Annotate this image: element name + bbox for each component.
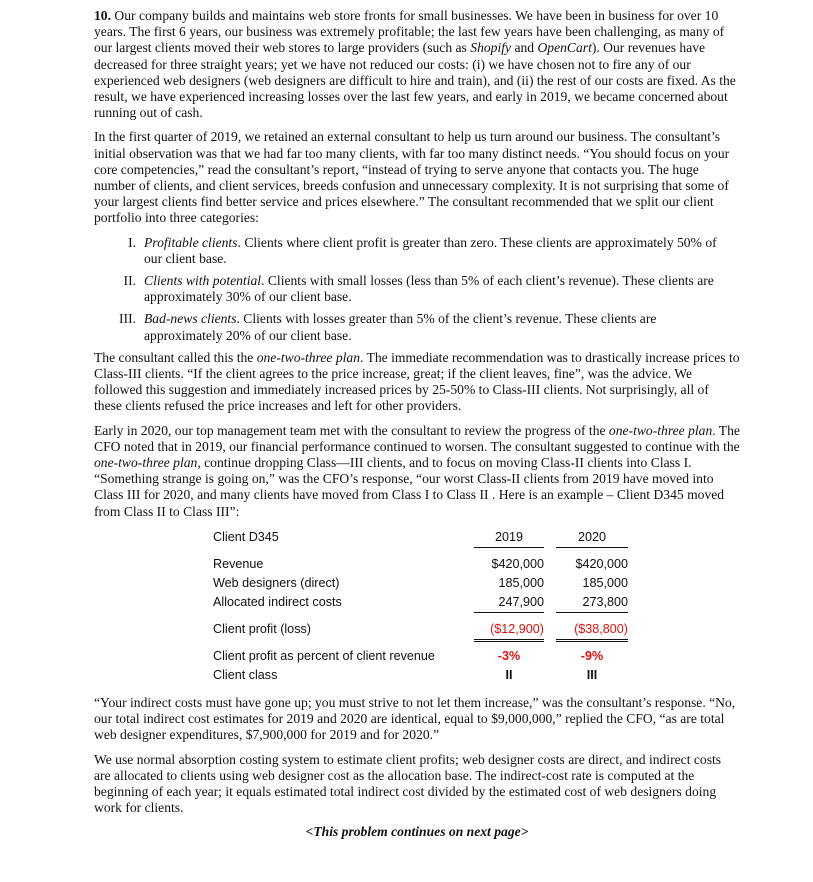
review-text: Early in 2020, our top management team met with the consultant to review the progress of the (94, 422, 609, 438)
paragraph-intro (94, 8, 740, 121)
pct-2020: -9% (580, 648, 604, 663)
table-row (94, 555, 740, 574)
list-item (94, 311, 740, 343)
client-id: Client D345 (213, 529, 279, 544)
profit-2020: ($38,800) (556, 620, 628, 642)
revenue-label: Revenue (213, 556, 264, 571)
indirect-2019: 247,900 (474, 593, 544, 613)
paragraph-plan (94, 350, 740, 415)
intro-text-rest: ). Our revenues have decreased for three straight years; yet we have not reduced our costs: (i) we have chosen not to fire any of our experienced web designers (web designers are difficult to hire and train), and (ii) the rest of our costs are fixed. As the result, we have experienced increasing losses over the last few years, and early in 2019, we became concerned about running out of cash. (94, 40, 736, 121)
plan-text: The consultant called this the (94, 349, 257, 365)
designers-label: Web designers (direct) (213, 575, 340, 590)
class-2020: III (586, 667, 598, 682)
pct-label: Client profit as percent of client revenue (213, 648, 435, 663)
list-item (94, 235, 740, 267)
plan-term: one-two-three plan (608, 422, 713, 438)
shopify-term: Shopify (470, 40, 512, 56)
list-title: Bad-news clients (144, 311, 237, 327)
client-table (94, 528, 740, 685)
paragraph-consultant: In the first quarter of 2019, we retained an external consultant to help us turn around our business. The consultant’s initial observation was that we had far too many clients, with far too many distinct needs. “You should focus on your core competencies,” read the consultant’s report, “instead of trying to serve anyone that contacts you. The huge number of clients, and client services, breeds confusion and unnecessary complexity. It is not surprising that some of your largest clients find better service and prices elsewhere.” The consultant recommended that we split our client portfolio into three categories: (94, 129, 730, 226)
question-number: 10. (94, 8, 111, 23)
table-row (94, 620, 740, 639)
plan-term: one-two-three plan, (94, 455, 201, 471)
list-title: Clients with potential (144, 273, 262, 289)
table-row (94, 666, 740, 685)
revenue-2020: $420,000 (575, 556, 628, 571)
review-text-mid: . The CFO noted that in 2019, our financial performance continued to worsen. The consultant suggested to continue with the (94, 422, 740, 454)
list-title: Profitable clients (144, 234, 238, 250)
list-body (144, 311, 740, 343)
list-number: III. (119, 311, 136, 327)
category-list (94, 235, 740, 344)
list-text: . Clients where client profit is greater than zero. These clients are approximately 50% of our client base. (144, 234, 717, 266)
revenue-2019: $420,000 (491, 556, 544, 571)
intro-text: Our company builds and maintains web store fronts for small businesses. We have been in business for over 10 years. The first 6 years, our business was extremely profitable; the last few years have been challenging, as many of our largest clients moved their web stores to large providers (such as (94, 8, 725, 56)
designers-2020: 185,000 (582, 575, 628, 590)
table-row (94, 574, 740, 593)
list-item (94, 273, 740, 305)
table-header-row (94, 528, 740, 547)
indirect-label: Allocated indirect costs (213, 594, 342, 609)
conjunction: and (511, 40, 538, 56)
paragraph-review (94, 423, 740, 520)
list-number: I. (128, 234, 136, 250)
table-row (94, 593, 740, 612)
profit-2019: ($12,900) (474, 620, 544, 642)
table-row (94, 647, 740, 666)
list-number: II. (123, 273, 136, 289)
list-body (144, 273, 740, 305)
paragraph-costing: We use normal absorption costing system to estimate client profits; web designer costs are direct, and indirect costs are allocated to clients using web designer cost as the allocation base. The indirect-cost rate is computed at the beginning of each year; it equals estimated total indirect cost divided by the estimated cost of web designers doing work for clients. (94, 751, 722, 816)
year-2020-header: 2020 (556, 528, 628, 548)
indirect-2020: 273,800 (556, 593, 628, 613)
year-2019-header: 2019 (474, 528, 544, 548)
plan-term: one-two-three plan (256, 349, 361, 365)
pct-2019: -3% (497, 648, 521, 663)
class-2019: II (505, 667, 513, 682)
list-text: . Clients with small losses (less than 5% of each client’s revenue). These clients are approximately 30% of our client base. (144, 273, 714, 305)
document-page (94, 8, 740, 841)
designers-2019: 185,000 (498, 575, 544, 590)
paragraph-response: “Your indirect costs must have gone up; you must strive to not let them increase,” was the consultant’s response. “No, our total indirect cost estimates for 2019 and 2020 are identical, equal to $9,000,000,” replied the CFO, “as are total web designer expenditures, $7,900,000 for 2019 and for 2020.” (94, 694, 736, 743)
plan-text-rest: . The immediate recommendation was to drastically increase prices to Class-III clients. “If the client agrees to the price increase, great; if the client leaves, fine”, was the advice. We followed this suggestion and immediately increased prices by 25-50% to Class-III clients. Not surprisingly, all of these clients refused the price increases and left for other providers. (94, 349, 740, 414)
continuation-note: <This problem continues on next page> (305, 824, 529, 840)
class-label: Client class (213, 667, 278, 682)
profit-label: Client profit (loss) (213, 621, 311, 636)
list-text: . Clients with losses greater than 5% of the client’s revenue. These clients are approximately 20% of our client base. (144, 311, 657, 343)
opencart-term: OpenCart (537, 40, 592, 56)
list-body (144, 235, 740, 267)
review-text-rest: continue dropping Class—III clients, and to focus on moving Class-II clients into Class I. “Something strange is going on,” was the CFO’s response, “our worst Class-II clients from 2019 have moved into Class III for 2020, and many clients have moved from Class I to Class II . Here is an example – Client D345 moved from Class II to Class III”: (94, 455, 725, 519)
